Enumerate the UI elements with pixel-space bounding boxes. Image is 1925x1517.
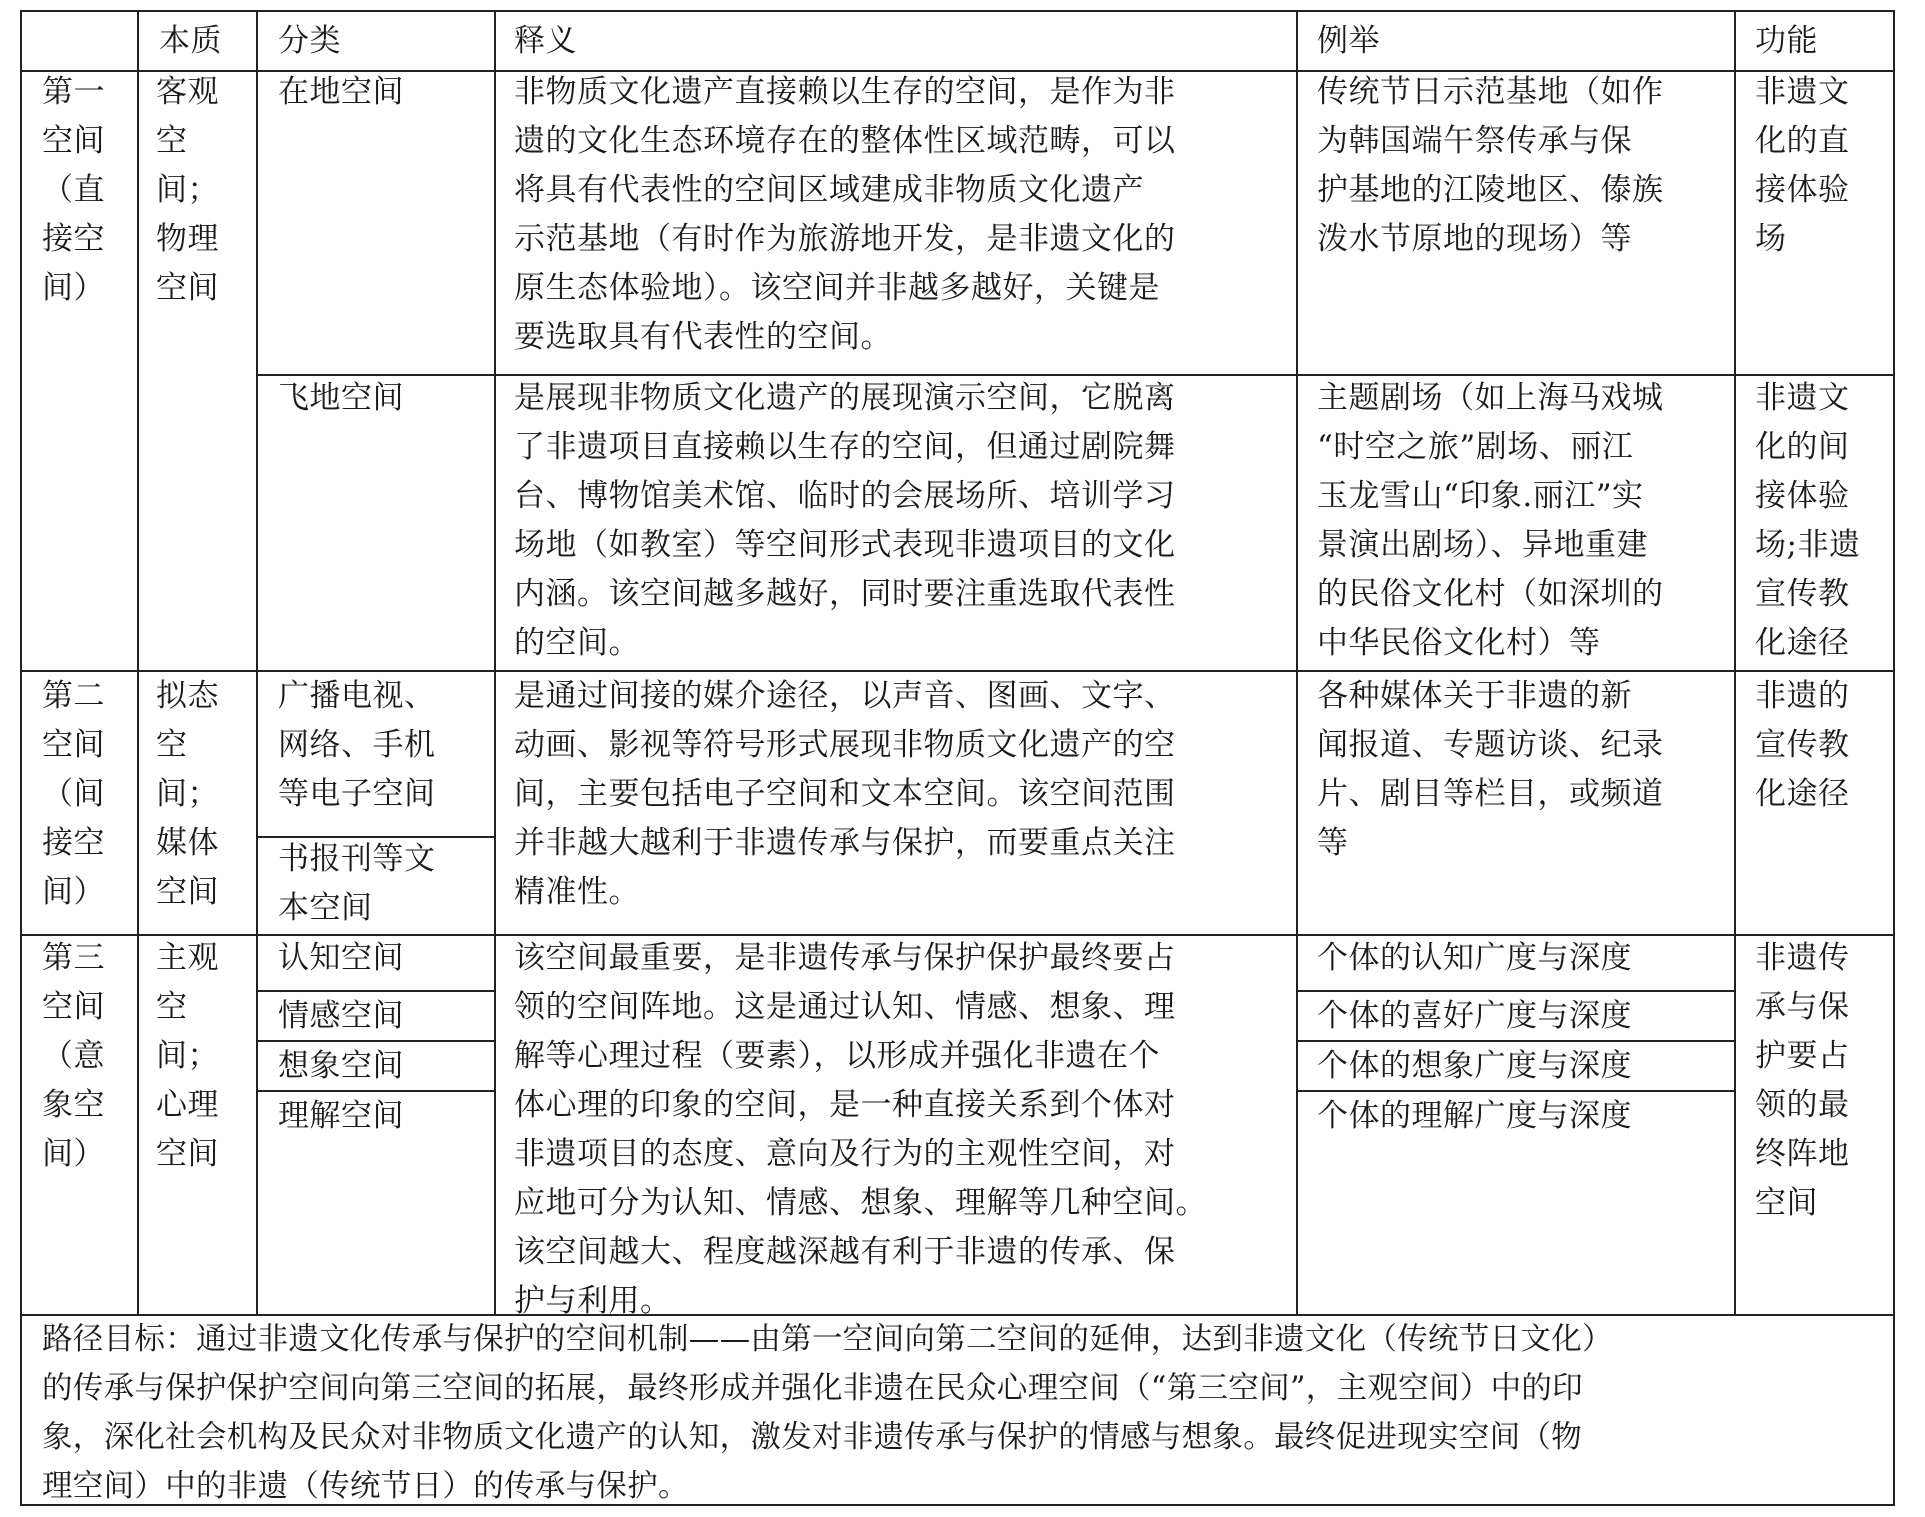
third-function: 非遗传 承与保 护要占 领的最 终阵地 空间 [1755,940,1850,1221]
second-example: 各种媒体关于非遗的新 闻报道、专题访谈、纪录 片、剧目等栏目，或频道 等 [1317,678,1664,861]
third-category-cognition: 认知空间 [278,940,404,976]
rule-col4 [1296,12,1298,1314]
third-space-essence: 主观 空 间； 心理 空间 [156,940,219,1172]
third-example-preference: 个体的喜好广度与深度 [1317,998,1632,1034]
first-sub2-example: 主题剧场（如上海马戏城 “时空之旅”剧场、丽江 玉龙雪山“印象.丽江”实 景演出剧场）、异地重建 的民俗文化村（如深圳的 中华民俗文化村）等 [1317,380,1664,661]
rule-col2 [256,12,258,1314]
first-sub2-category: 飞地空间 [278,380,404,416]
second-space-essence: 拟态 空 间； 媒体 空间 [156,678,219,910]
header-example: 例举 [1317,23,1380,59]
third-category-emotion: 情感空间 [278,998,404,1034]
third-category-understanding: 理解空间 [278,1098,404,1134]
second-space-label: 第二 空间 （间 接空 间） [42,678,105,910]
third-example-imagination: 个体的想象广度与深度 [1317,1048,1632,1084]
header-function: 功能 [1755,23,1818,59]
first-sub2-meaning: 是展现非物质文化遗产的展现演示空间，它脱离 了非遗项目直接赖以生存的空间，但通过剧院舞 台、博物馆美术馆、临时的会展场所、培训学习 场地（如教室）等空间形式表现非遗项目的文化 内涵。该空间越多越好，同时要注重选取代表性 的空间。 [514,380,1176,661]
third-category-imagination: 想象空间 [278,1048,404,1084]
header-category: 分类 [278,23,341,59]
second-category-electronic: 广播电视、 网络、手机 等电子空间 [278,678,436,812]
header-essence: 本质 [159,23,222,59]
second-meaning: 是通过间接的媒介途径，以声音、图画、文字、 动画、影视等符号形式展现非物质文化遗产的空 间，主要包括电子空间和文本空间。该空间范围 并非越大越利于非遗传承与保护，而要重点关注 精准性。 [514,678,1176,910]
first-sub1-meaning: 非物质文化遗产直接赖以生存的空间，是作为非 遗的文化生态环境存在的整体性区域范畴，可以 将具有代表性的空间区域建成非物质文化遗产 示范基地（有时作为旅游地开发，是非遗文化的 原生态体验地）。该空间并非越多越好，关键是 要选取具有代表性的空间。 [514,74,1176,355]
path-goal-footer: 路径目标：通过非遗文化传承与保护的空间机制——由第一空间向第二空间的延伸，达到非遗文化（传统节日文化） 的传承与保护保护空间向第三空间的拓展，最终形成并强化非遗在民众心理空间（“第三空间”，主观空间）中的印 象，深化社会机构及民众对非物质文化遗产的认知，激发对非遗传承与保护的情感与想象。最终促进现实空间（物 理空间）中的非遗（传统节日）的传承与保护。 [42,1322,1613,1504]
third-meaning: 该空间最重要，是非遗传承与保护保护最终要占 领的空间阵地。这是通过认知、情感、想象、理 解等心理过程（要素），以形成并强化非遗在个 体心理的印象的空间，是一种直接关系到个体对 非遗项目的态度、意向及行为的主观性空间，对 应地可分为认知、情感、想象、理解等几种空间。 该空间越大、程度越深越有利于非遗的传承、保 护与利用。 [514,940,1207,1319]
second-function: 非遗的 宣传教 化途径 [1755,678,1850,812]
first-space-label: 第一 空间 （直 接空 间） [42,74,105,306]
first-space-essence: 客观 空 间； 物理 空间 [156,74,219,306]
first-sub1-example: 传统节日示范基地（如作 为韩国端午祭传承与保 护基地的江陵地区、傣族 泼水节原地的现场）等 [1317,74,1664,257]
space-mechanism-table [20,10,1895,1506]
third-example-understanding: 个体的理解广度与深度 [1317,1098,1632,1134]
rule-col5 [1734,12,1736,1314]
rule-col1 [137,12,139,1314]
rule-col3 [494,12,496,1314]
third-space-label: 第三 空间 （意 象空 间） [42,940,105,1172]
third-example-cognition: 个体的认知广度与深度 [1317,940,1632,976]
first-sub1-category: 在地空间 [278,74,404,110]
second-category-text: 书报刊等文 本空间 [278,841,436,926]
first-sub1-function: 非遗文 化的直 接体验 场 [1755,74,1850,257]
header-meaning: 释义 [514,23,577,59]
first-sub2-function: 非遗文 化的间 接体验 场;非遗 宣传教 化途径 [1755,380,1861,661]
